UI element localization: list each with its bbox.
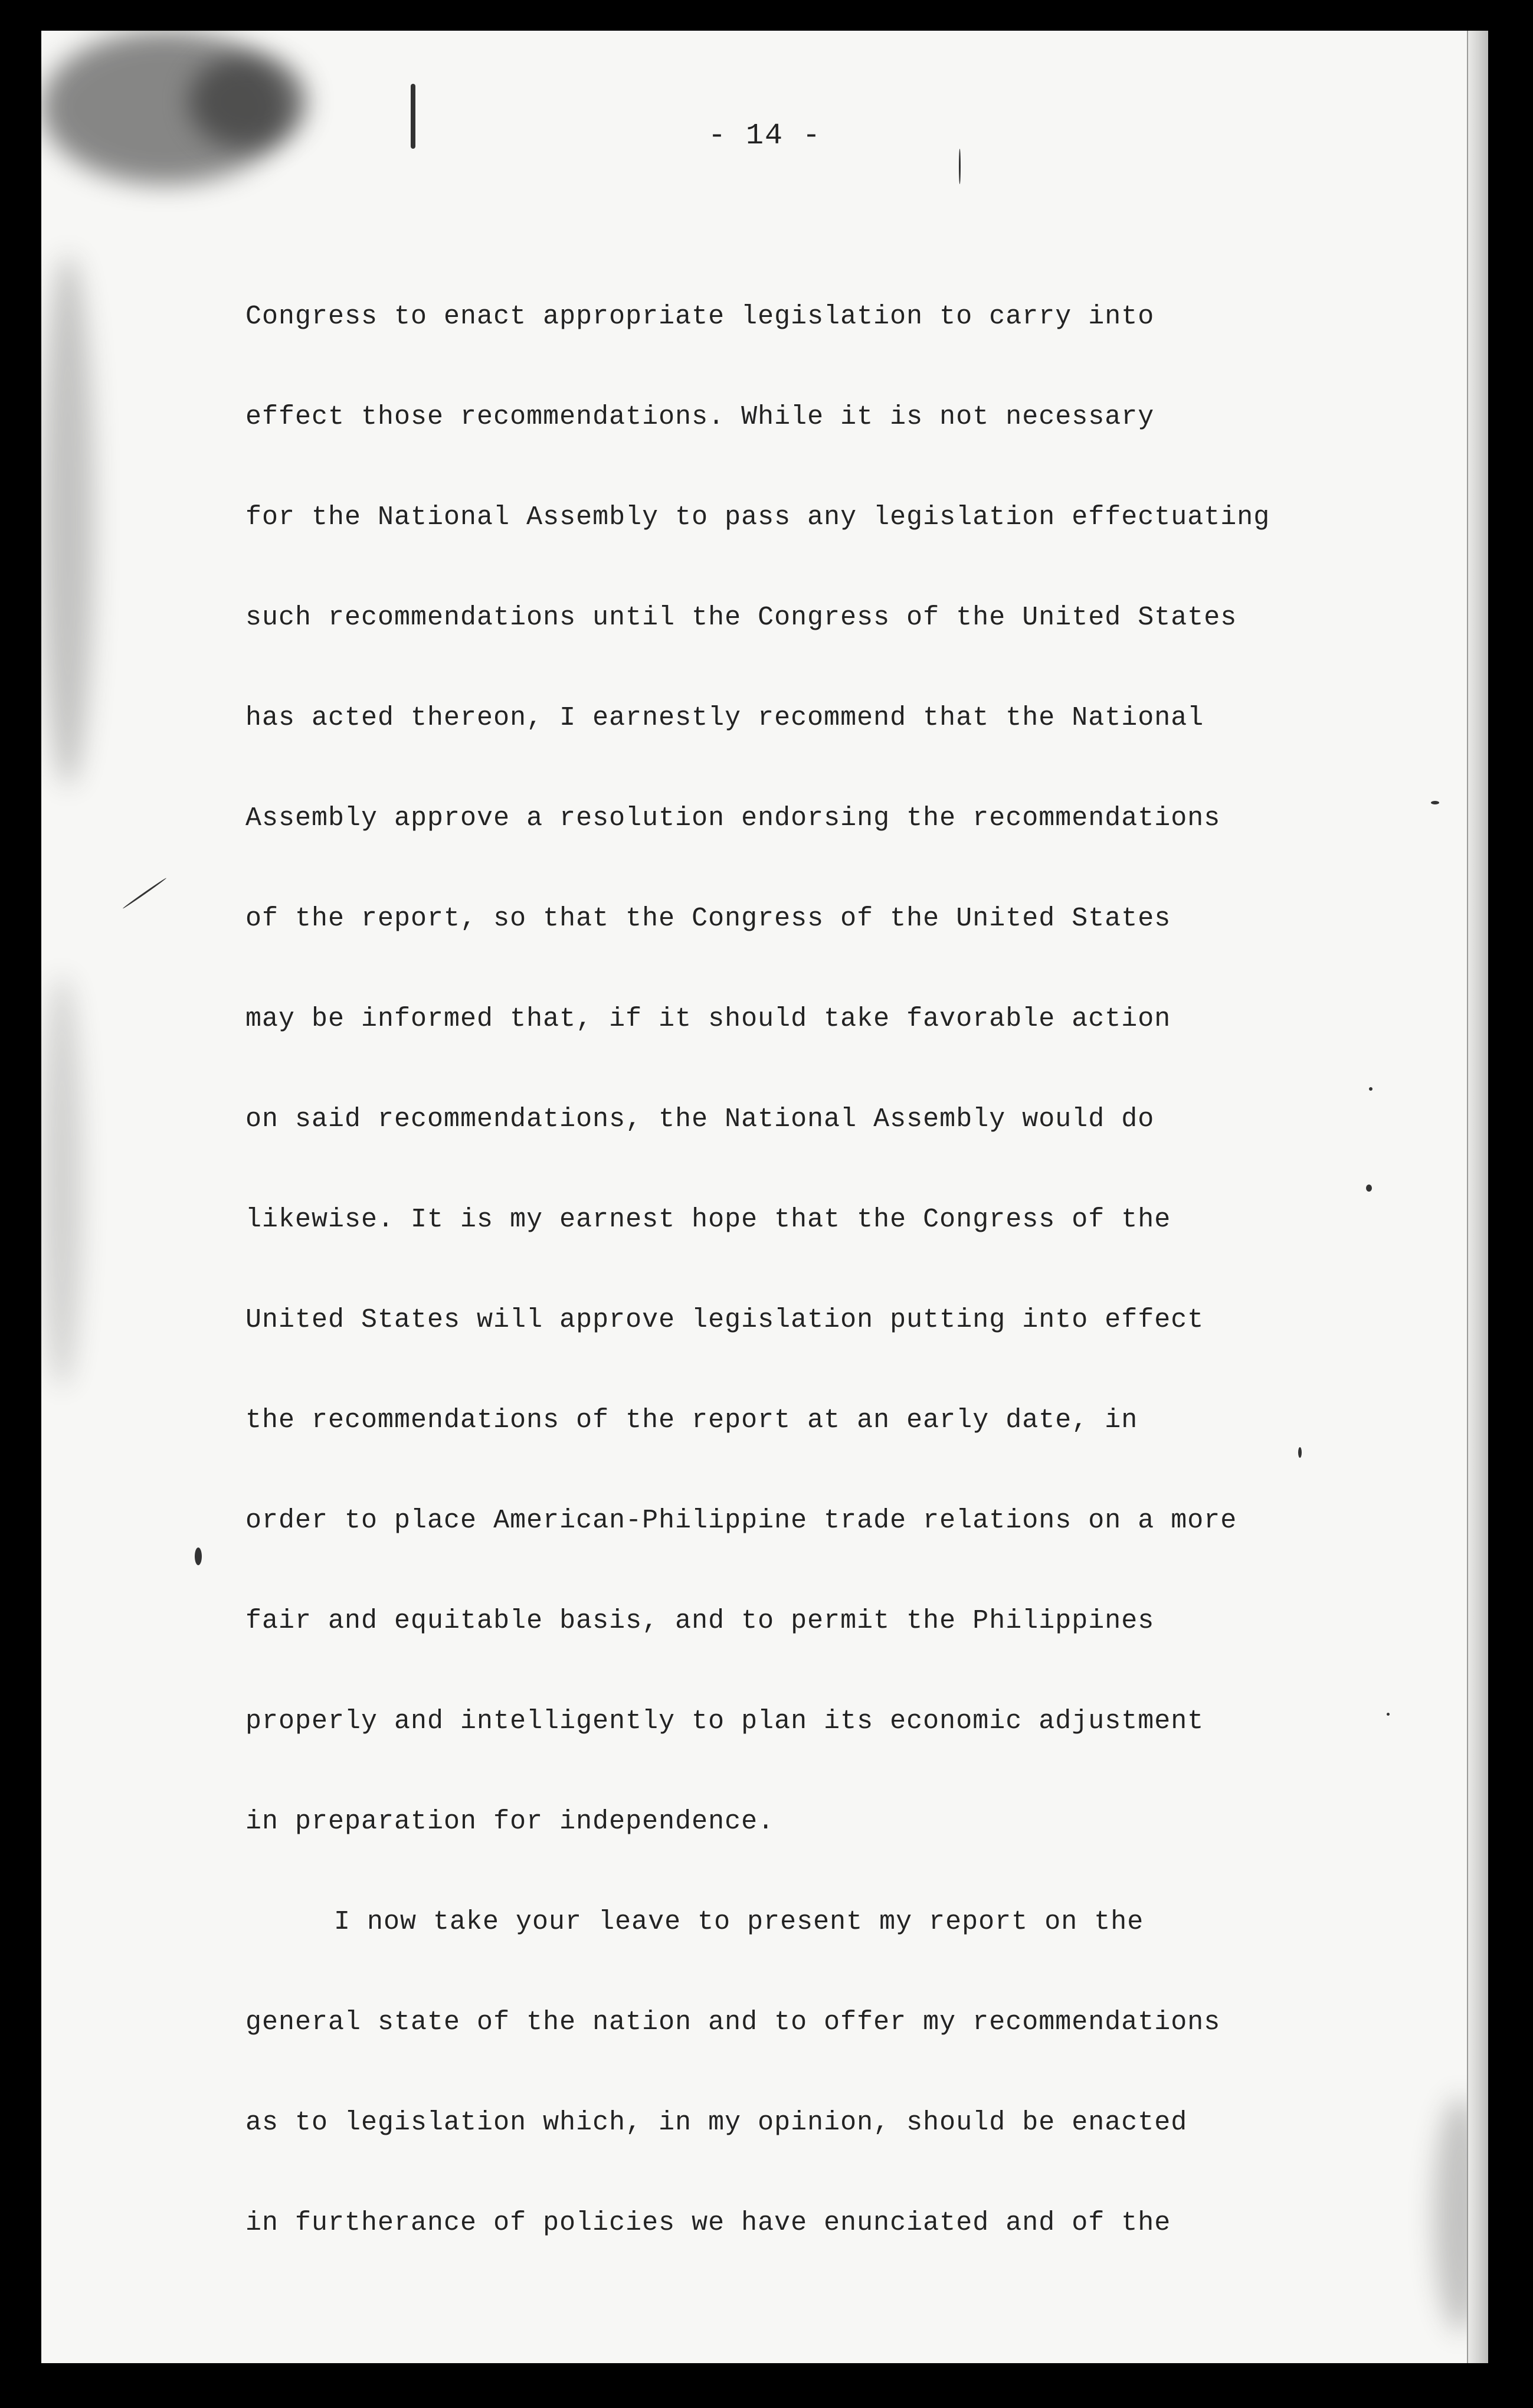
- text-line: may be informed that, if it should take favorable action: [245, 1004, 1171, 1034]
- text-line: effect those recommendations. While it is not necessary: [245, 402, 1155, 432]
- text-line: order to place American-Philippine trade relations on a more: [245, 1506, 1237, 1536]
- text-line: Congress to enact appropriate legislation to carry into: [245, 302, 1155, 332]
- ink-mark: [122, 877, 166, 909]
- text-line: likewise. It is my earnest hope that the Congress of the: [245, 1205, 1171, 1235]
- text-line: fair and equitable basis, and to permit the Philippines: [245, 1606, 1155, 1636]
- text-line: properly and intelligently to plan its economic adjustment: [245, 1706, 1204, 1736]
- text-line: on said recommendations, the National Assembly would do: [245, 1104, 1155, 1134]
- text-line: Assembly approve a resolution endorsing the recommendations: [245, 803, 1221, 833]
- text-line: such recommendations until the Congress of the United States: [245, 603, 1237, 633]
- text-line: of the report, so that the Congress of the United States: [245, 904, 1171, 934]
- ink-smudge: [41, 975, 83, 1388]
- text-line: for the National Assembly to pass any legislation effectuating: [245, 502, 1270, 532]
- text-line: as to legislation which, in my opinion, should be enacted: [245, 2108, 1188, 2138]
- ink-mark: [959, 149, 961, 184]
- text-line: the recommendations of the report at an early date, in: [245, 1405, 1138, 1435]
- document-page: [41, 31, 1488, 2363]
- text-line: general state of the nation and to offer my recommendations: [245, 2007, 1221, 2037]
- text-line: in preparation for independence.: [245, 1807, 775, 1837]
- paragraph-start-line: I now take your leave to present my report on the: [334, 1907, 1144, 1937]
- text-line: in furtherance of policies we have enunciated and of the: [245, 2208, 1171, 2238]
- ink-smudge: [41, 255, 94, 786]
- ink-mark: [1431, 801, 1439, 804]
- ink-mark: [195, 1547, 202, 1565]
- text-line: United States will approve legislation putting into effect: [245, 1305, 1204, 1335]
- document-body: [245, 267, 1426, 2273]
- page-number: - 14 -: [707, 119, 822, 153]
- page-edge: [1467, 31, 1488, 2363]
- text-line: has acted thereon, I earnestly recommend that the National: [245, 703, 1204, 733]
